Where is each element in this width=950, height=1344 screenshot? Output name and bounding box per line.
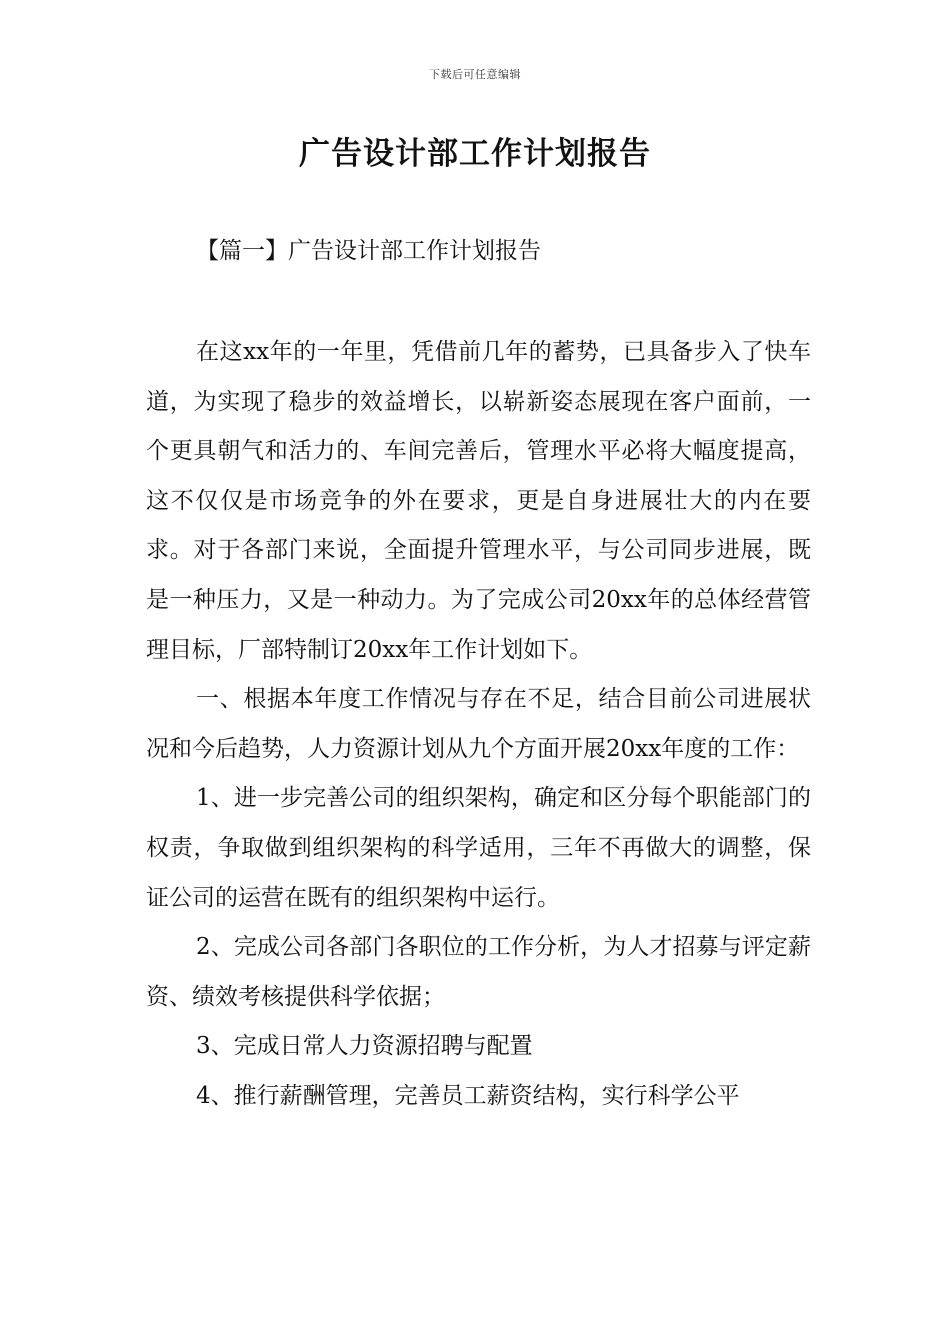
paragraph-section-one: 一、根据本年度工作情况与存在不足，结合目前公司进展状况和今后趋势，人力资源计划从九个方面开展20xx年度的工作： — [146, 686, 811, 762]
paragraph-intro: 在这xx年的一年里，凭借前几年的蓄势，已具备步入了快车道，为实现了稳步的效益增长，以崭新姿态展现在客户面前，一个更具朝气和活力的、车间完善后，管理水平必将大幅度提高，这不仅仅是市场竞争的外在要求，更是自身进展壮大的内在要求。对于各部门来说，全面提升管理水平，与公司同步进展，既是一种压力，又是一种动力。为了完成公司20xx年的总体经营管理目标，厂部特制订20xx年工作计划如下。 — [146, 339, 811, 663]
paragraph-item-2: 2、完成公司各部门各职位的工作分析，为人才招募与评定薪资、绩效考核提供科学依据； — [146, 934, 811, 1010]
paragraph-item-4: 4、推行薪酬管理，完善员工薪资结构，实行科学公平 — [196, 1082, 740, 1109]
document-title: 广告设计部工作计划报告 — [299, 136, 651, 172]
header-note: 下载后可任意编辑 — [429, 68, 521, 81]
document-body — [146, 328, 811, 1122]
paragraph-item-1: 1、进一步完善公司的组织架构，确定和区分每个职能部门的权责，争取做到组织架构的科学适用，三年不再做大的调整，保证公司的运营在既有的组织架构中运行。 — [146, 785, 811, 911]
section-heading: 【篇一】广告设计部工作计划报告 — [196, 238, 541, 264]
paragraph-item-3: 3、完成日常人力资源招聘与配置 — [196, 1033, 533, 1060]
